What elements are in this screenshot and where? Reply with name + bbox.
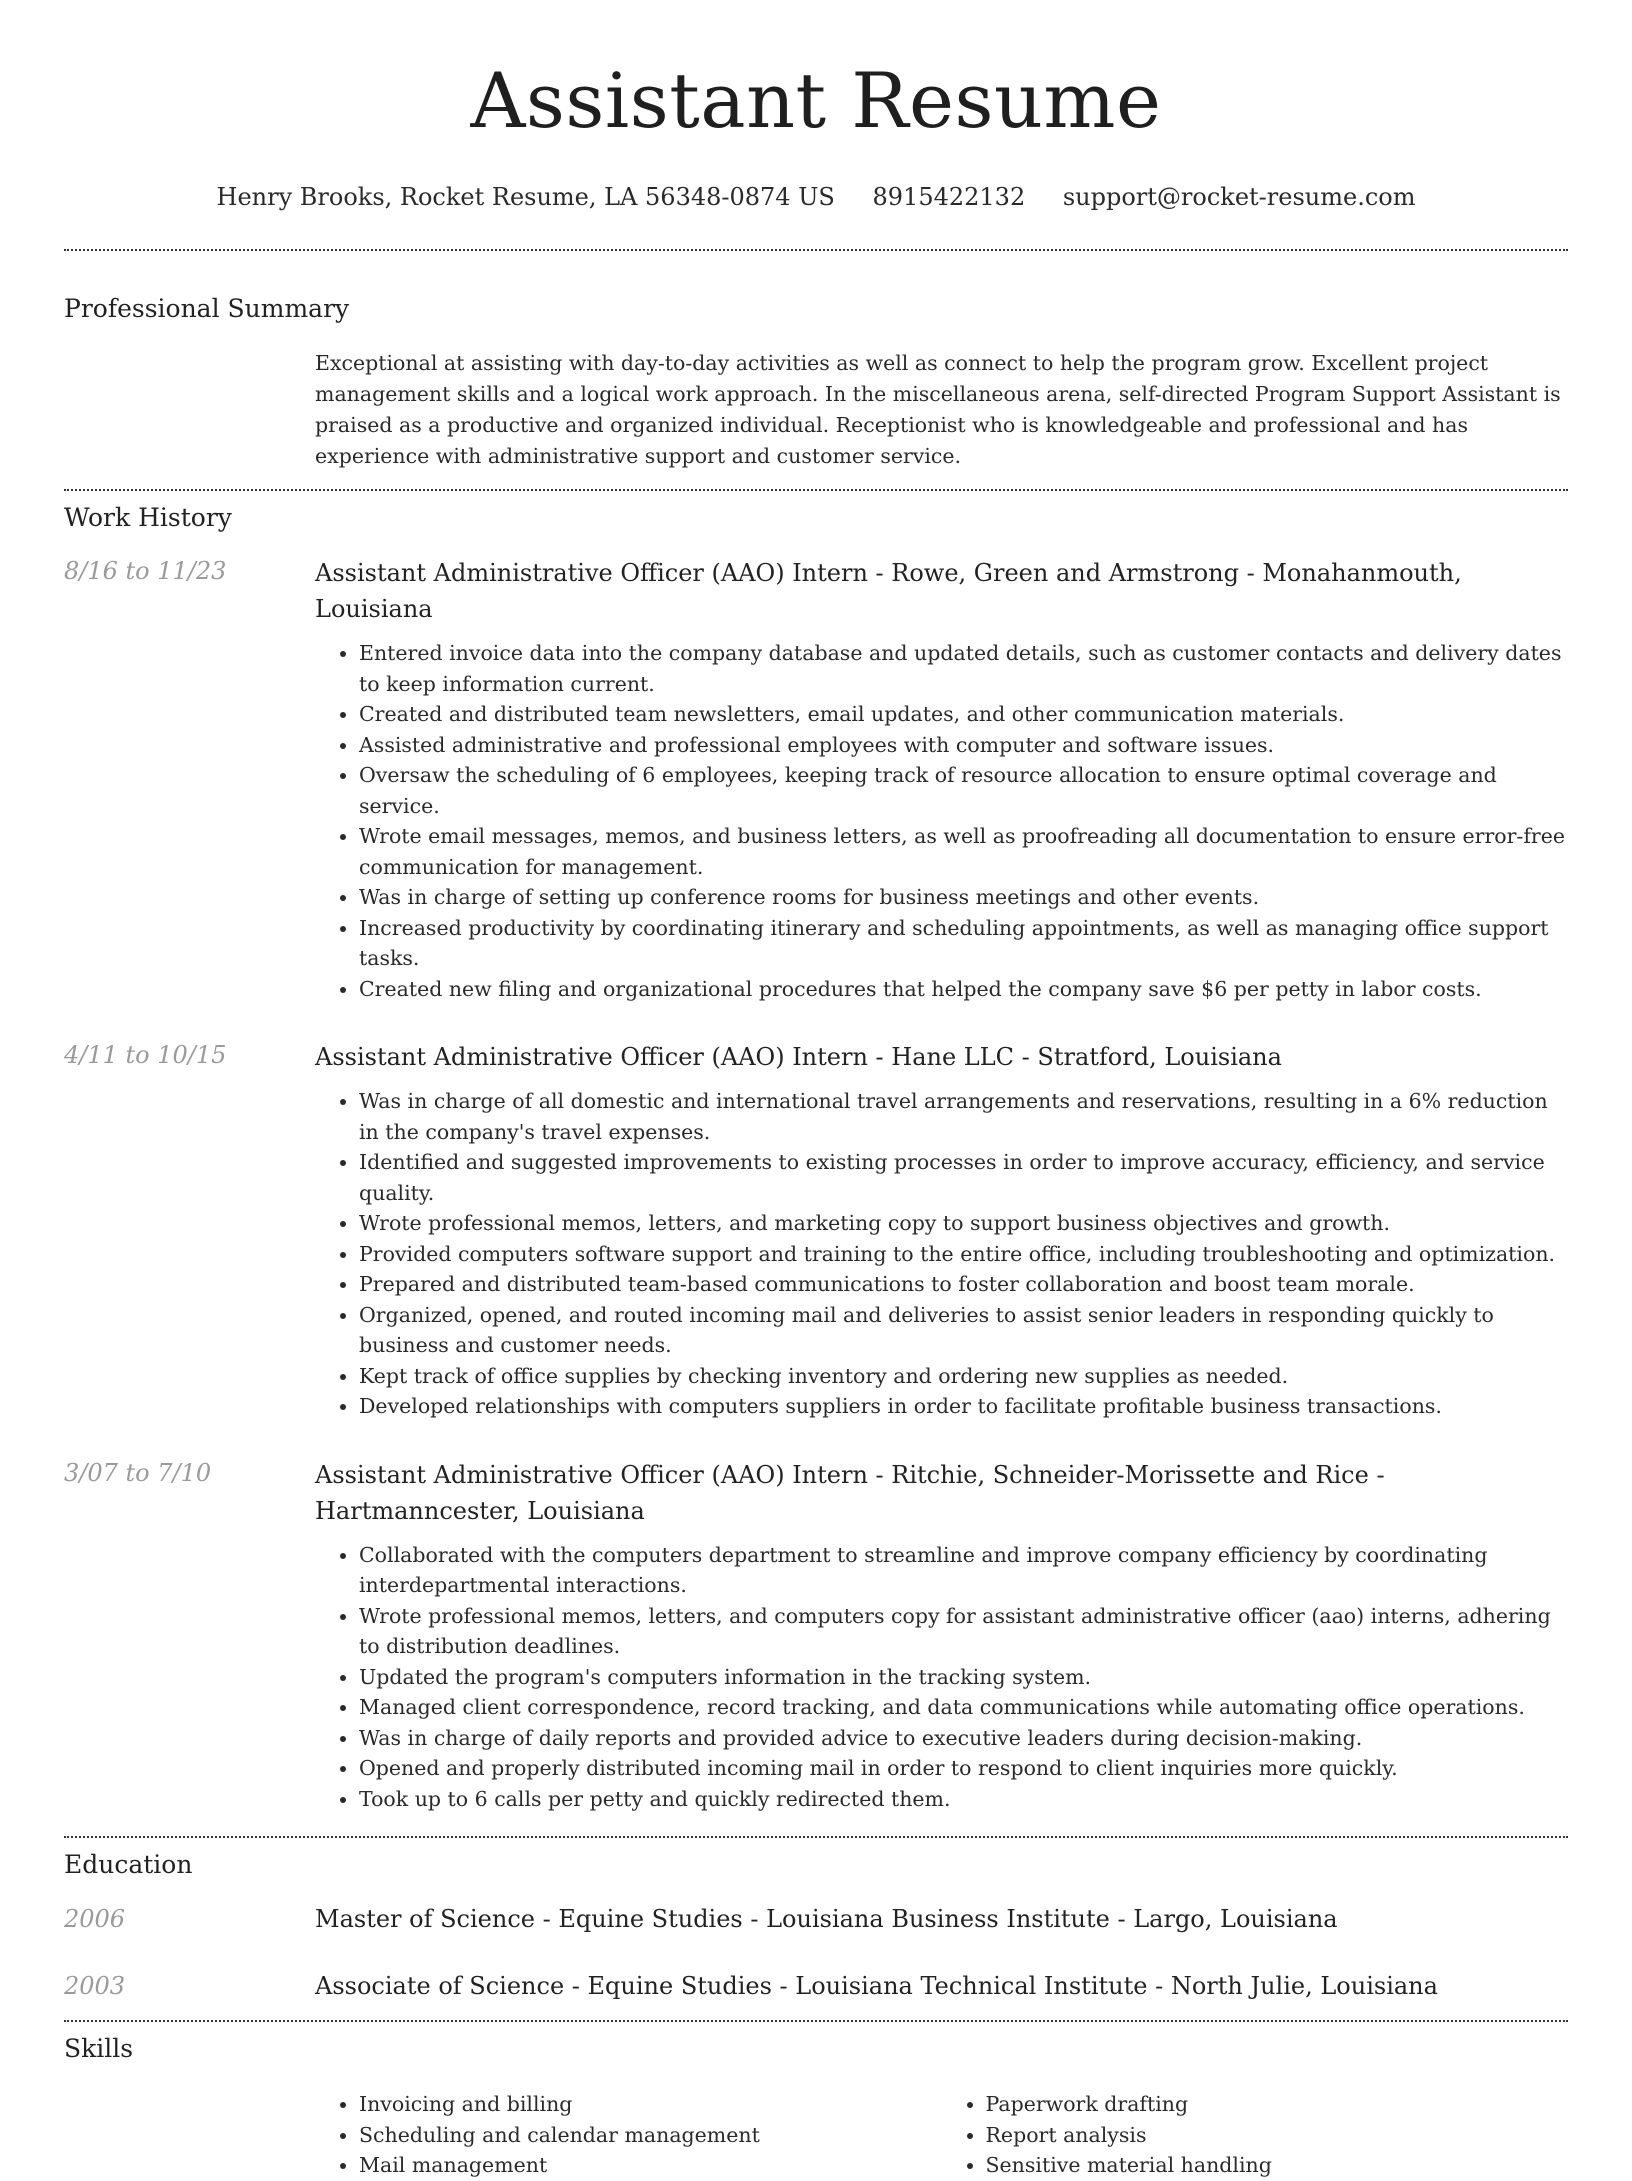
job-dates: 4/11 to 10/15	[64, 1041, 227, 1069]
list-item: • Developed relationships with computers suppliers in order to facilitate profitable business transactions.	[359, 1391, 1568, 1422]
divider	[64, 489, 1568, 491]
list-item: • Wrote email messages, memos, and business letters, as well as proofreading all documentation to ensure error-free communication for management.	[359, 821, 1568, 882]
section-title-education: Education	[64, 1850, 193, 1879]
resume-title: Assistant Resume	[470, 56, 1162, 145]
list-item: • Provided computers software support and training to the entire office, including troubleshooting and optimization.	[359, 1239, 1568, 1270]
list-item: • Oversaw the scheduling of 6 employees, keeping track of resource allocation to ensure optimal coverage and service.	[359, 760, 1568, 821]
skills-row	[64, 2089, 1568, 2181]
contact-phone: 8915422132	[872, 183, 1026, 211]
section-title-skills: Skills	[64, 2034, 134, 2063]
list-item: • Entered invoice data into the company database and updated details, such as customer contacts and delivery dates to keep information current.	[359, 638, 1568, 699]
education-title: Master of Science - Equine Studies - Louisiana Business Institute - Largo, Louisiana	[315, 1905, 1338, 1933]
list-item: • Created and distributed team newsletters, email updates, and other communication materials.	[359, 699, 1568, 730]
divider	[64, 249, 1568, 251]
job-bullets	[315, 638, 1568, 1004]
skill-item: • Report analysis	[986, 2120, 1569, 2151]
contact-email: support@rocket-resume.com	[1062, 183, 1416, 211]
list-item: • Created new filing and organizational procedures that helped the company save $6 per petty in labor costs.	[359, 974, 1568, 1005]
section-title-summary: Professional Summary	[64, 294, 350, 323]
list-item: • Was in charge of daily reports and provided advice to executive leaders during decision-making.	[359, 1723, 1568, 1754]
education-title: Associate of Science - Equine Studies - Louisiana Technical Institute - North Julie, Louisiana	[315, 1972, 1438, 2000]
list-item: • Updated the program's computers information in the tracking system.	[359, 1662, 1568, 1693]
list-item: • Took up to 6 calls per petty and quickly redirected them.	[359, 1784, 1568, 1815]
job-entry	[64, 555, 1568, 1004]
education-year: 2003	[64, 1972, 126, 2000]
job-title: Assistant Administrative Officer (AAO) Intern - Ritchie, Schneider-Morissette and Rice - Hartmanncester, Louisiana	[315, 1460, 1385, 1525]
education-entry	[64, 1970, 1568, 2002]
skill-item: • Invoicing and billing	[359, 2089, 942, 2120]
skills-list-left	[315, 2089, 942, 2181]
section-title-work: Work History	[64, 503, 232, 532]
job-title: Assistant Administrative Officer (AAO) Intern - Rowe, Green and Armstrong - Monahanmouth, Louisiana	[315, 559, 1462, 623]
list-item: • Was in charge of setting up conference rooms for business meetings and other events.	[359, 882, 1568, 913]
resume-page	[64, 0, 1568, 2181]
job-entry	[64, 1039, 1568, 1422]
list-item: • Managed client correspondence, record tracking, and data communications while automating office operations.	[359, 1692, 1568, 1723]
list-item: • Collaborated with the computers department to streamline and improve company efficiency by coordinating interdepartmental interactions.	[359, 1540, 1568, 1601]
list-item: • Prepared and distributed team-based communications to foster collaboration and boost team morale.	[359, 1269, 1568, 1300]
list-item: • Increased productivity by coordinating itinerary and scheduling appointments, as well as managing office support tasks.	[359, 913, 1568, 974]
job-title: Assistant Administrative Officer (AAO) Intern - Hane LLC - Stratford, Louisiana	[315, 1043, 1282, 1071]
list-item: • Organized, opened, and routed incoming mail and deliveries to assist senior leaders in responding quickly to business and customer needs.	[359, 1300, 1568, 1361]
list-item: • Kept track of office supplies by checking inventory and ordering new supplies as needed.	[359, 1361, 1568, 1392]
skill-item: • Mail management	[359, 2150, 942, 2181]
summary-row	[64, 348, 1568, 472]
job-dates: 8/16 to 11/23	[64, 557, 227, 585]
summary-text: Exceptional at assisting with day-to-day activities as well as connect to help the program grow. Excellent project management skills and a logical work approach. In the miscellaneous arena, self-directed Program Support Assistant is praised as a productive and organized individual. Receptionist who is knowledgeable and professional and has experience with administrative support and customer service.	[315, 351, 1561, 468]
list-item: • Wrote professional memos, letters, and marketing copy to support business objectives and growth.	[359, 1208, 1568, 1239]
contact-address: Henry Brooks, Rocket Resume, LA 56348-0874 US	[216, 183, 835, 211]
contact-info	[64, 182, 1568, 212]
job-bullets	[315, 1540, 1568, 1815]
skills-list-right	[942, 2089, 1569, 2181]
education-year: 2006	[64, 1905, 126, 1933]
education-entry	[64, 1903, 1568, 1935]
list-item: • Opened and properly distributed incoming mail in order to respond to client inquiries more quickly.	[359, 1753, 1568, 1784]
divider	[64, 2020, 1568, 2022]
skill-item: • Paperwork drafting	[986, 2089, 1569, 2120]
list-item: • Wrote professional memos, letters, and computers copy for assistant administrative officer (aao) interns, adhering to distribution deadlines.	[359, 1601, 1568, 1662]
skill-item: • Sensitive material handling	[986, 2150, 1569, 2181]
list-item: • Was in charge of all domestic and international travel arrangements and reservations, resulting in a 6% reduction in the company's travel expenses.	[359, 1086, 1568, 1147]
list-item: • Assisted administrative and professional employees with computer and software issues.	[359, 730, 1568, 761]
job-bullets	[315, 1086, 1568, 1422]
list-item: • Identified and suggested improvements to existing processes in order to improve accuracy, efficiency, and service quality.	[359, 1147, 1568, 1208]
skill-item: • Scheduling and calendar management	[359, 2120, 942, 2151]
job-entry	[64, 1457, 1568, 1815]
divider	[64, 1836, 1568, 1838]
job-dates: 3/07 to 7/10	[64, 1458, 212, 1487]
